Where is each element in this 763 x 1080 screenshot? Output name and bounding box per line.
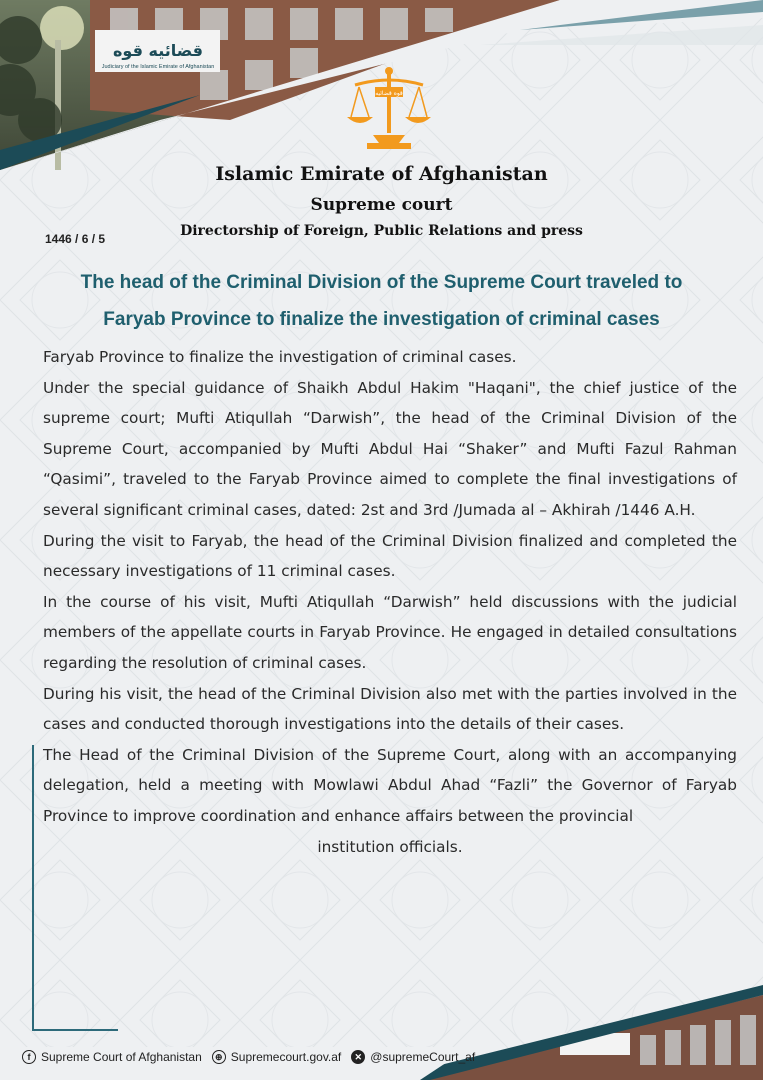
emirate-title: Islamic Emirate of Afghanistan bbox=[215, 163, 548, 185]
website-label: Supremecourt.gov.af bbox=[230, 1050, 342, 1064]
facebook-label: Supreme Court of Afghanistan bbox=[41, 1050, 202, 1064]
paragraph: In the course of his visit, Mufti Atiqullah “Darwish” held discussions with the judicial members of the appellate courts in Faryab Province. He engaged in detailed consultations regarding the resolution of criminal cases. bbox=[43, 592, 737, 672]
paragraph: The Head of the Criminal Division of the Supreme Court, along with an accompanying delegation, held a meeting with Mowlawi Abdul Ahad “Fazli” the Governor of Faryab Province to improve coordination and enhance affairs between the provincial bbox=[43, 745, 737, 825]
paragraph: Under the special guidance of Shaikh Abdul Hakim "Haqani", the chief justice of the supreme court; Mufti Atiqullah “Darwish”, the head of the Criminal Division of the Supreme Court, accompanied by Mufti Abdul Hai “Shaker” and Mufti Fazul Rahman “Qasimi”, traveled to the Faryab Province aimed to complete the final investigations of several significant criminal cases, dated: 2st and 3rd /Jumada al – Akhirah /1446 A.H. bbox=[43, 378, 737, 519]
x-handle-label: @supremeCourt_af bbox=[370, 1050, 476, 1064]
footer bbox=[22, 1050, 485, 1064]
logo-label: قوه قضائیه bbox=[375, 90, 403, 97]
paragraph: During his visit, the head of the Criminal Division also met with the parties involved in the cases and conducted thorough investigations into the details of their cases. bbox=[43, 684, 737, 734]
building-sign-subtitle: Judiciary of the Islamic Emirate of Afghanistan bbox=[101, 64, 215, 70]
building-sign-text: قضائیه قوه bbox=[112, 41, 204, 60]
facebook-icon: f bbox=[22, 1050, 36, 1064]
paragraph: During the visit to Faryab, the head of the Criminal Division finalized and completed the necessary investigations of 11 criminal cases. bbox=[43, 531, 737, 581]
headline bbox=[30, 264, 733, 338]
headline-line-2: Faryab Province to finalize the investigation of criminal cases bbox=[103, 309, 660, 330]
headline-line-1: The head of the Criminal Division of the Supreme Court traveled to bbox=[80, 272, 683, 293]
supreme-court-title: Supreme court bbox=[310, 195, 453, 215]
footer-x[interactable] bbox=[351, 1050, 475, 1064]
issue-date: 1446 / 6 / 5 bbox=[45, 232, 106, 246]
globe-icon: ⊕ bbox=[212, 1050, 226, 1064]
footer-facebook[interactable] bbox=[22, 1050, 202, 1064]
paragraph: Faryab Province to finalize the investigation of criminal cases. bbox=[43, 348, 517, 366]
bottom-building-photo bbox=[0, 985, 763, 1080]
article-body bbox=[43, 342, 737, 862]
x-icon: ✕ bbox=[351, 1050, 365, 1064]
directorship-title: Directorship of Foreign, Public Relations and press bbox=[180, 223, 583, 239]
scales-of-justice-logo-icon bbox=[345, 65, 433, 153]
paragraph: institution officials. bbox=[317, 837, 463, 856]
footer-website[interactable] bbox=[212, 1050, 342, 1064]
